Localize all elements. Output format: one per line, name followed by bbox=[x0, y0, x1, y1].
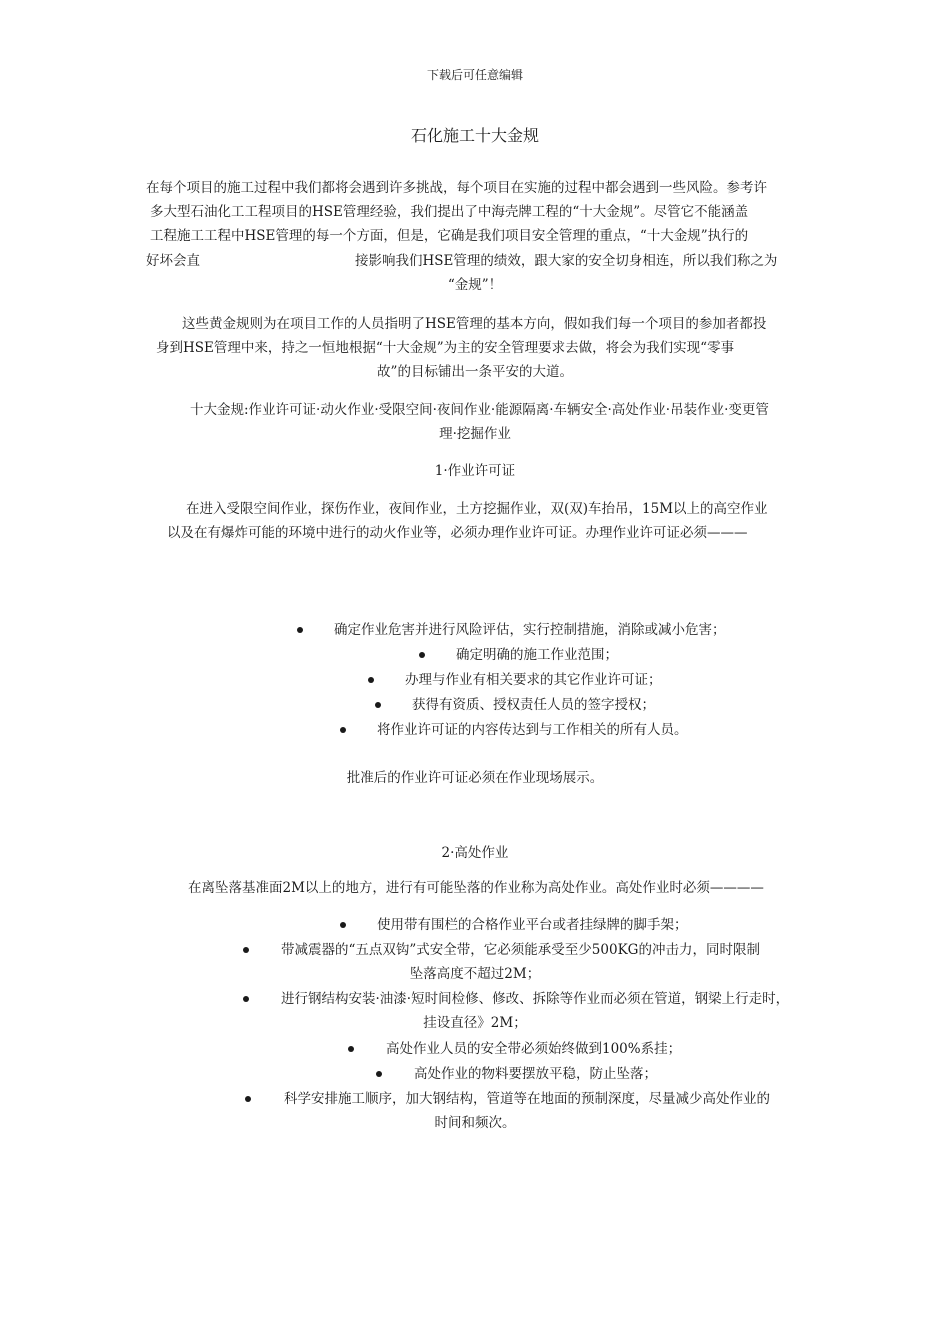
bullet-dot bbox=[376, 1071, 382, 1077]
section2-bullet-6b: 时间和频次。 bbox=[434, 1115, 516, 1131]
section2-intro: 在离坠落基准面2M以上的地方，进行有可能坠落的作业称为高处作业。高处作业时必须———— bbox=[188, 880, 764, 896]
intro-line-2: 多大型石油化工工程项目的HSE管理经验，我们提出了中海壳牌工程的“十大金规”。尽管它不能涵盖 bbox=[150, 204, 749, 220]
document-title: 石化施工十大金规 bbox=[410, 126, 539, 145]
bullet-dot bbox=[419, 652, 425, 658]
section1-bullet-1: 确定作业危害并进行风险评估，实行控制措施，消除或减小危害； bbox=[334, 622, 726, 638]
section1-bullet-5: 将作业许可证的内容传达到与工作相关的所有人员。 bbox=[377, 722, 688, 738]
intro-line-5: “金规”！ bbox=[447, 277, 503, 293]
bullet-dot bbox=[368, 677, 374, 683]
section1-closing: 批准后的作业许可证必须在作业现场展示。 bbox=[346, 770, 604, 786]
para2-line-2: 身到HSE管理中来，持之一恒地根据“十大金规”为主的安全管理要求去做，将会为我们实现“零事 bbox=[156, 340, 735, 356]
section1-bullet-2: 确定明确的施工作业范围； bbox=[456, 647, 618, 663]
section2-bullet-4: 高处作业人员的安全带必须始终做到100%系挂； bbox=[386, 1041, 682, 1057]
intro-line-4b: 接影响我们HSE管理的绩效，跟大家的安全切身相连，所以我们称之为 bbox=[355, 253, 778, 269]
intro-line-1: 在每个项目的施工过程中我们都将会遇到许多挑战，每个项目在实施的过程中都会遇到一些风险。参考许 bbox=[146, 180, 767, 196]
section1-line-1: 在进入受限空间作业，探伤作业，夜间作业，土方挖掘作业，双(双)车抬吊，15M以上的高空作业 bbox=[186, 501, 768, 517]
intro-line-4a: 好坏会直 bbox=[146, 253, 200, 269]
section1-heading: 1·作业许可证 bbox=[434, 463, 516, 479]
section2-bullet-3a: 进行钢结构安装·油漆·短时间检修、修改、拆除等作业而必须在管道，钢梁上行走时， bbox=[281, 991, 790, 1007]
bullet-dot bbox=[245, 1096, 251, 1102]
rules-line-2: 理·挖掘作业 bbox=[439, 426, 511, 442]
section1-bullet-3: 办理与作业有相关要求的其它作业许可证； bbox=[405, 672, 662, 688]
para2-line-1: 这些黄金规则为在项目工作的人员指明了HSE管理的基本方向，假如我们每一个项目的参加者都投 bbox=[182, 316, 767, 332]
intro-line-3: 工程施工工程中HSE管理的每一个方面，但是，它确是我们项目安全管理的重点，“十大金规”执行的 bbox=[150, 228, 749, 244]
section2-heading: 2·高处作业 bbox=[441, 845, 509, 861]
section2-bullet-5: 高处作业的物料要摆放平稳，防止坠落； bbox=[414, 1066, 657, 1082]
page-header: 下载后可任意编辑 bbox=[426, 68, 523, 82]
bullet-dot bbox=[375, 702, 381, 708]
rules-line-1: 十大金规:作业许可证·动火作业·受限空间·夜间作业·能源隔离·车辆安全·高处作业·吊装作业·变更管 bbox=[190, 402, 769, 418]
section2-bullet-6a: 科学安排施工顺序，加大钢结构，管道等在地面的预制深度，尽量减少高处作业的 bbox=[284, 1091, 770, 1107]
bullet-dot bbox=[340, 727, 346, 733]
section1-bullet-4: 获得有资质、授权责任人员的签字授权； bbox=[412, 697, 655, 713]
section2-bullet-3b: 挂设直径》2M； bbox=[423, 1015, 527, 1031]
section1-line-2: 以及在有爆炸可能的环境中进行的动火作业等，必须办理作业许可证。办理作业许可证必须——— bbox=[167, 525, 748, 541]
para2-line-3: 故”的目标铺出一条平安的大道。 bbox=[377, 364, 573, 380]
bullet-dot bbox=[340, 922, 346, 928]
section2-bullet-2b: 坠落高度不超过2M； bbox=[409, 966, 541, 982]
section2-bullet-1: 使用带有围栏的合格作业平台或者挂绿牌的脚手架； bbox=[377, 917, 688, 933]
bullet-dot bbox=[243, 947, 249, 953]
section2-bullet-2a: 带减震器的“五点双钩”式安全带，它必须能承受至少500KG的冲击力，同时限制 bbox=[281, 942, 760, 958]
bullet-dot bbox=[297, 627, 303, 633]
bullet-dot bbox=[243, 996, 249, 1002]
bullet-dot bbox=[348, 1046, 354, 1052]
